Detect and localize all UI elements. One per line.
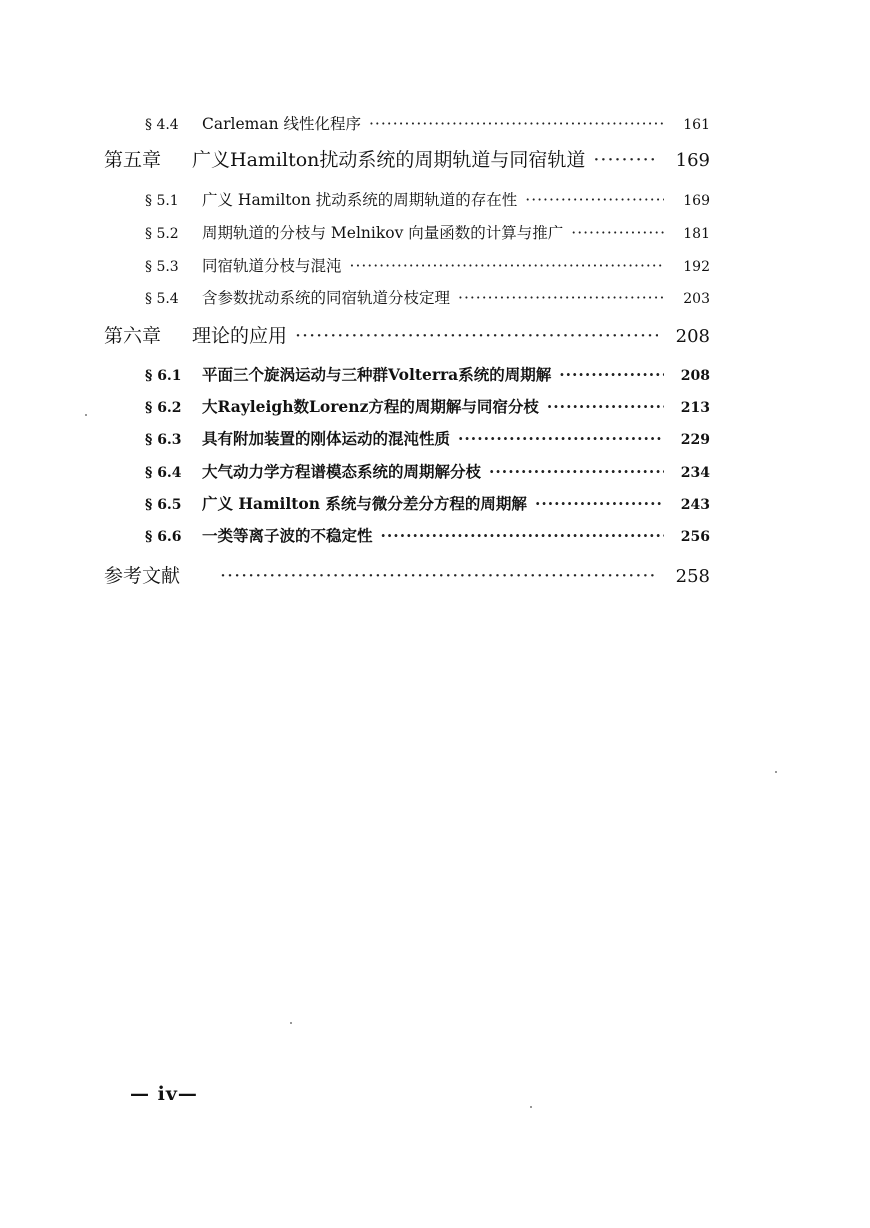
toc-section-number: § 5.3: [145, 259, 179, 275]
toc-chapter-title: 广义Hamilton扰动系统的周期轨道与同宿轨道: [192, 149, 586, 171]
toc-section-title: 大Rayleigh数Lorenz方程的周期解与同宿分枝: [202, 397, 539, 416]
toc-section-number: § 5.1: [145, 193, 179, 209]
toc-chapter-title: 理论的应用: [192, 325, 288, 347]
toc-dot-leader: [458, 429, 664, 448]
toc-dot-leader: [535, 494, 664, 513]
toc-section-title: 广义 Hamilton 系统与微分差分方程的周期解: [202, 494, 527, 513]
toc-chapter-6: [104, 321, 710, 348]
toc-page-number: 234: [680, 465, 710, 481]
toc-page-number: 256: [680, 529, 710, 545]
toc-entry-6-3: [145, 427, 710, 449]
toc-chapter-number: 第五章: [104, 149, 162, 171]
toc-section-title: 大气动力学方程谱模态系统的周期解分枝: [202, 462, 482, 481]
toc-section-number: § 6.5: [145, 497, 182, 513]
toc-entry-4-4: [145, 112, 710, 134]
toc-dot-leader: [593, 149, 658, 171]
scan-speck: [290, 1022, 292, 1024]
toc-page-number: 203: [683, 291, 710, 307]
toc-page-number: 192: [683, 259, 710, 275]
toc-entry-5-1: [145, 188, 710, 210]
toc-dot-leader: [547, 397, 664, 416]
scan-speck: [775, 771, 777, 773]
toc-page-number: 181: [683, 226, 710, 242]
toc-references: [104, 561, 710, 588]
page-number-footer: — iv—: [130, 1083, 198, 1105]
toc-chapter-number: 第六章: [104, 325, 162, 347]
toc-section-title: 具有附加装置的刚体运动的混沌性质: [202, 429, 451, 448]
toc-section-number: § 6.2: [145, 400, 182, 416]
toc-dot-leader: [458, 289, 664, 307]
toc-dot-leader: [295, 325, 658, 347]
toc-page-number: 213: [680, 400, 710, 416]
toc-page-number: 243: [680, 497, 710, 513]
scan-speck: [530, 1106, 532, 1108]
toc-entry-5-4: [145, 286, 710, 308]
toc-section-number: § 5.2: [145, 226, 179, 242]
toc-dot-leader: [369, 115, 664, 133]
toc-chapter-5: [104, 145, 710, 172]
toc-entry-5-2: [145, 221, 710, 243]
toc-section-title: 含参数扰动系统的同宿轨道分枝定理: [202, 289, 451, 307]
toc-section-number: § 4.4: [145, 117, 179, 133]
toc-dot-leader: [559, 365, 664, 384]
toc-section-number: § 6.1: [145, 368, 182, 384]
scan-speck: [85, 414, 87, 416]
toc-dot-leader: [220, 565, 658, 587]
toc-page-number: 229: [680, 432, 710, 448]
toc-page-number: 161: [683, 117, 710, 133]
toc-section-title: 一类等离子波的不稳定性: [202, 526, 373, 545]
toc-dot-leader: [525, 191, 664, 209]
toc-section-number: § 6.6: [145, 529, 182, 545]
toc-entry-6-1: [145, 363, 710, 385]
toc-page-number: 169: [683, 193, 710, 209]
toc-section-title: 平面三个旋涡运动与三种群Volterra系统的周期解: [202, 365, 552, 384]
toc-section-number: § 5.4: [145, 291, 179, 307]
toc-entry-6-4: [145, 460, 710, 482]
toc-dot-leader: [571, 224, 664, 242]
toc-chapter-number: 参考文献: [104, 565, 181, 587]
toc-dot-leader: [350, 257, 664, 275]
toc-page-number: 169: [675, 150, 710, 171]
toc-section-number: § 6.4: [145, 465, 182, 481]
toc-section-title: Carleman 线性化程序: [202, 115, 361, 133]
toc-entry-5-3: [145, 254, 710, 276]
toc-entry-6-6: [145, 524, 710, 546]
toc-page-number: 258: [675, 566, 710, 587]
toc-section-title: 周期轨道的分枝与 Melnikov 向量函数的计算与推广: [202, 224, 564, 242]
toc-dot-leader: [489, 462, 664, 481]
toc-page-number: 208: [680, 368, 710, 384]
toc-page-number: 208: [675, 326, 710, 347]
toc-entry-6-2: [145, 395, 710, 417]
toc-section-number: § 6.3: [145, 432, 182, 448]
toc-section-title: 同宿轨道分枝与混沌: [202, 257, 342, 275]
toc-section-title: 广义 Hamilton 扰动系统的周期轨道的存在性: [202, 191, 518, 209]
toc-dot-leader: [381, 526, 664, 545]
toc-entry-6-5: [145, 492, 710, 514]
